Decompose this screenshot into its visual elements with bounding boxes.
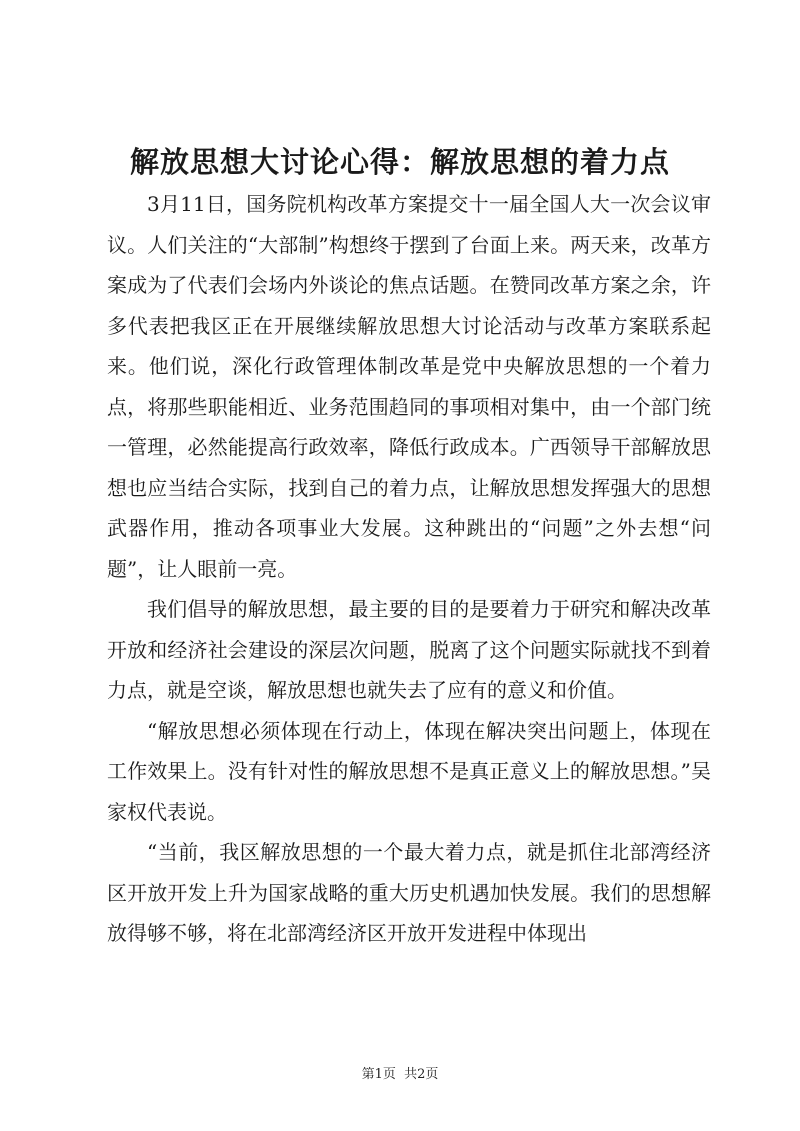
page-total: 共2页	[404, 1067, 439, 1082]
paragraph: 3月11日，国务院机构改革方案提交十一届全国人大一次会议审议。人们关注的“大部制”构想终于摆到了台面上来。两天来，改革方案成为了代表们会场内外谈论的焦点话题。在赞同改革方案之余，许多代表把我区正在开展继续解放思想大讨论活动与改革方案联系起来。他们说，深化行政管理体制改革是党中央解放思想的一个着力点，将那些职能相近、业务范围趋同的事项相对集中，由一个部门统一管理，必然能提高行政效率，降低行政成本。广西领导干部解放思想也应当结合实际，找到自己的着力点，让解放思想发挥强大的思想武器作用，推动各项事业大发展。这种跳出的“问题”之外去想“问题”，让人眼前一亮。	[107, 192, 711, 581]
document-body	[107, 184, 711, 954]
paragraph: “当前，我区解放思想的一个最大着力点，就是抓住北部湾经济区开放开发上升为国家战略的重大历史机遇加快发展。我们的思想解放得够不够，将在北部湾经济区开放开发进程中体现出	[107, 840, 711, 945]
document-title: 解放思想大讨论心得：解放思想的着力点	[129, 145, 670, 179]
paragraph: “解放思想必须体现在行动上，体现在解决突出问题上，体现在工作效果上。没有针对性的解放思想不是真正意义上的解放思想。”吴家权代表说。	[107, 718, 711, 824]
page-footer	[0, 1066, 800, 1084]
paragraph: 我们倡导的解放思想，最主要的目的是要着力于研究和解决改革开放和经济社会建设的深层次问题，脱离了这个问题实际就找不到着力点，就是空谈，解放思想也就失去了应有的意义和价值。	[107, 597, 711, 702]
page-number: 第1页	[361, 1067, 396, 1082]
